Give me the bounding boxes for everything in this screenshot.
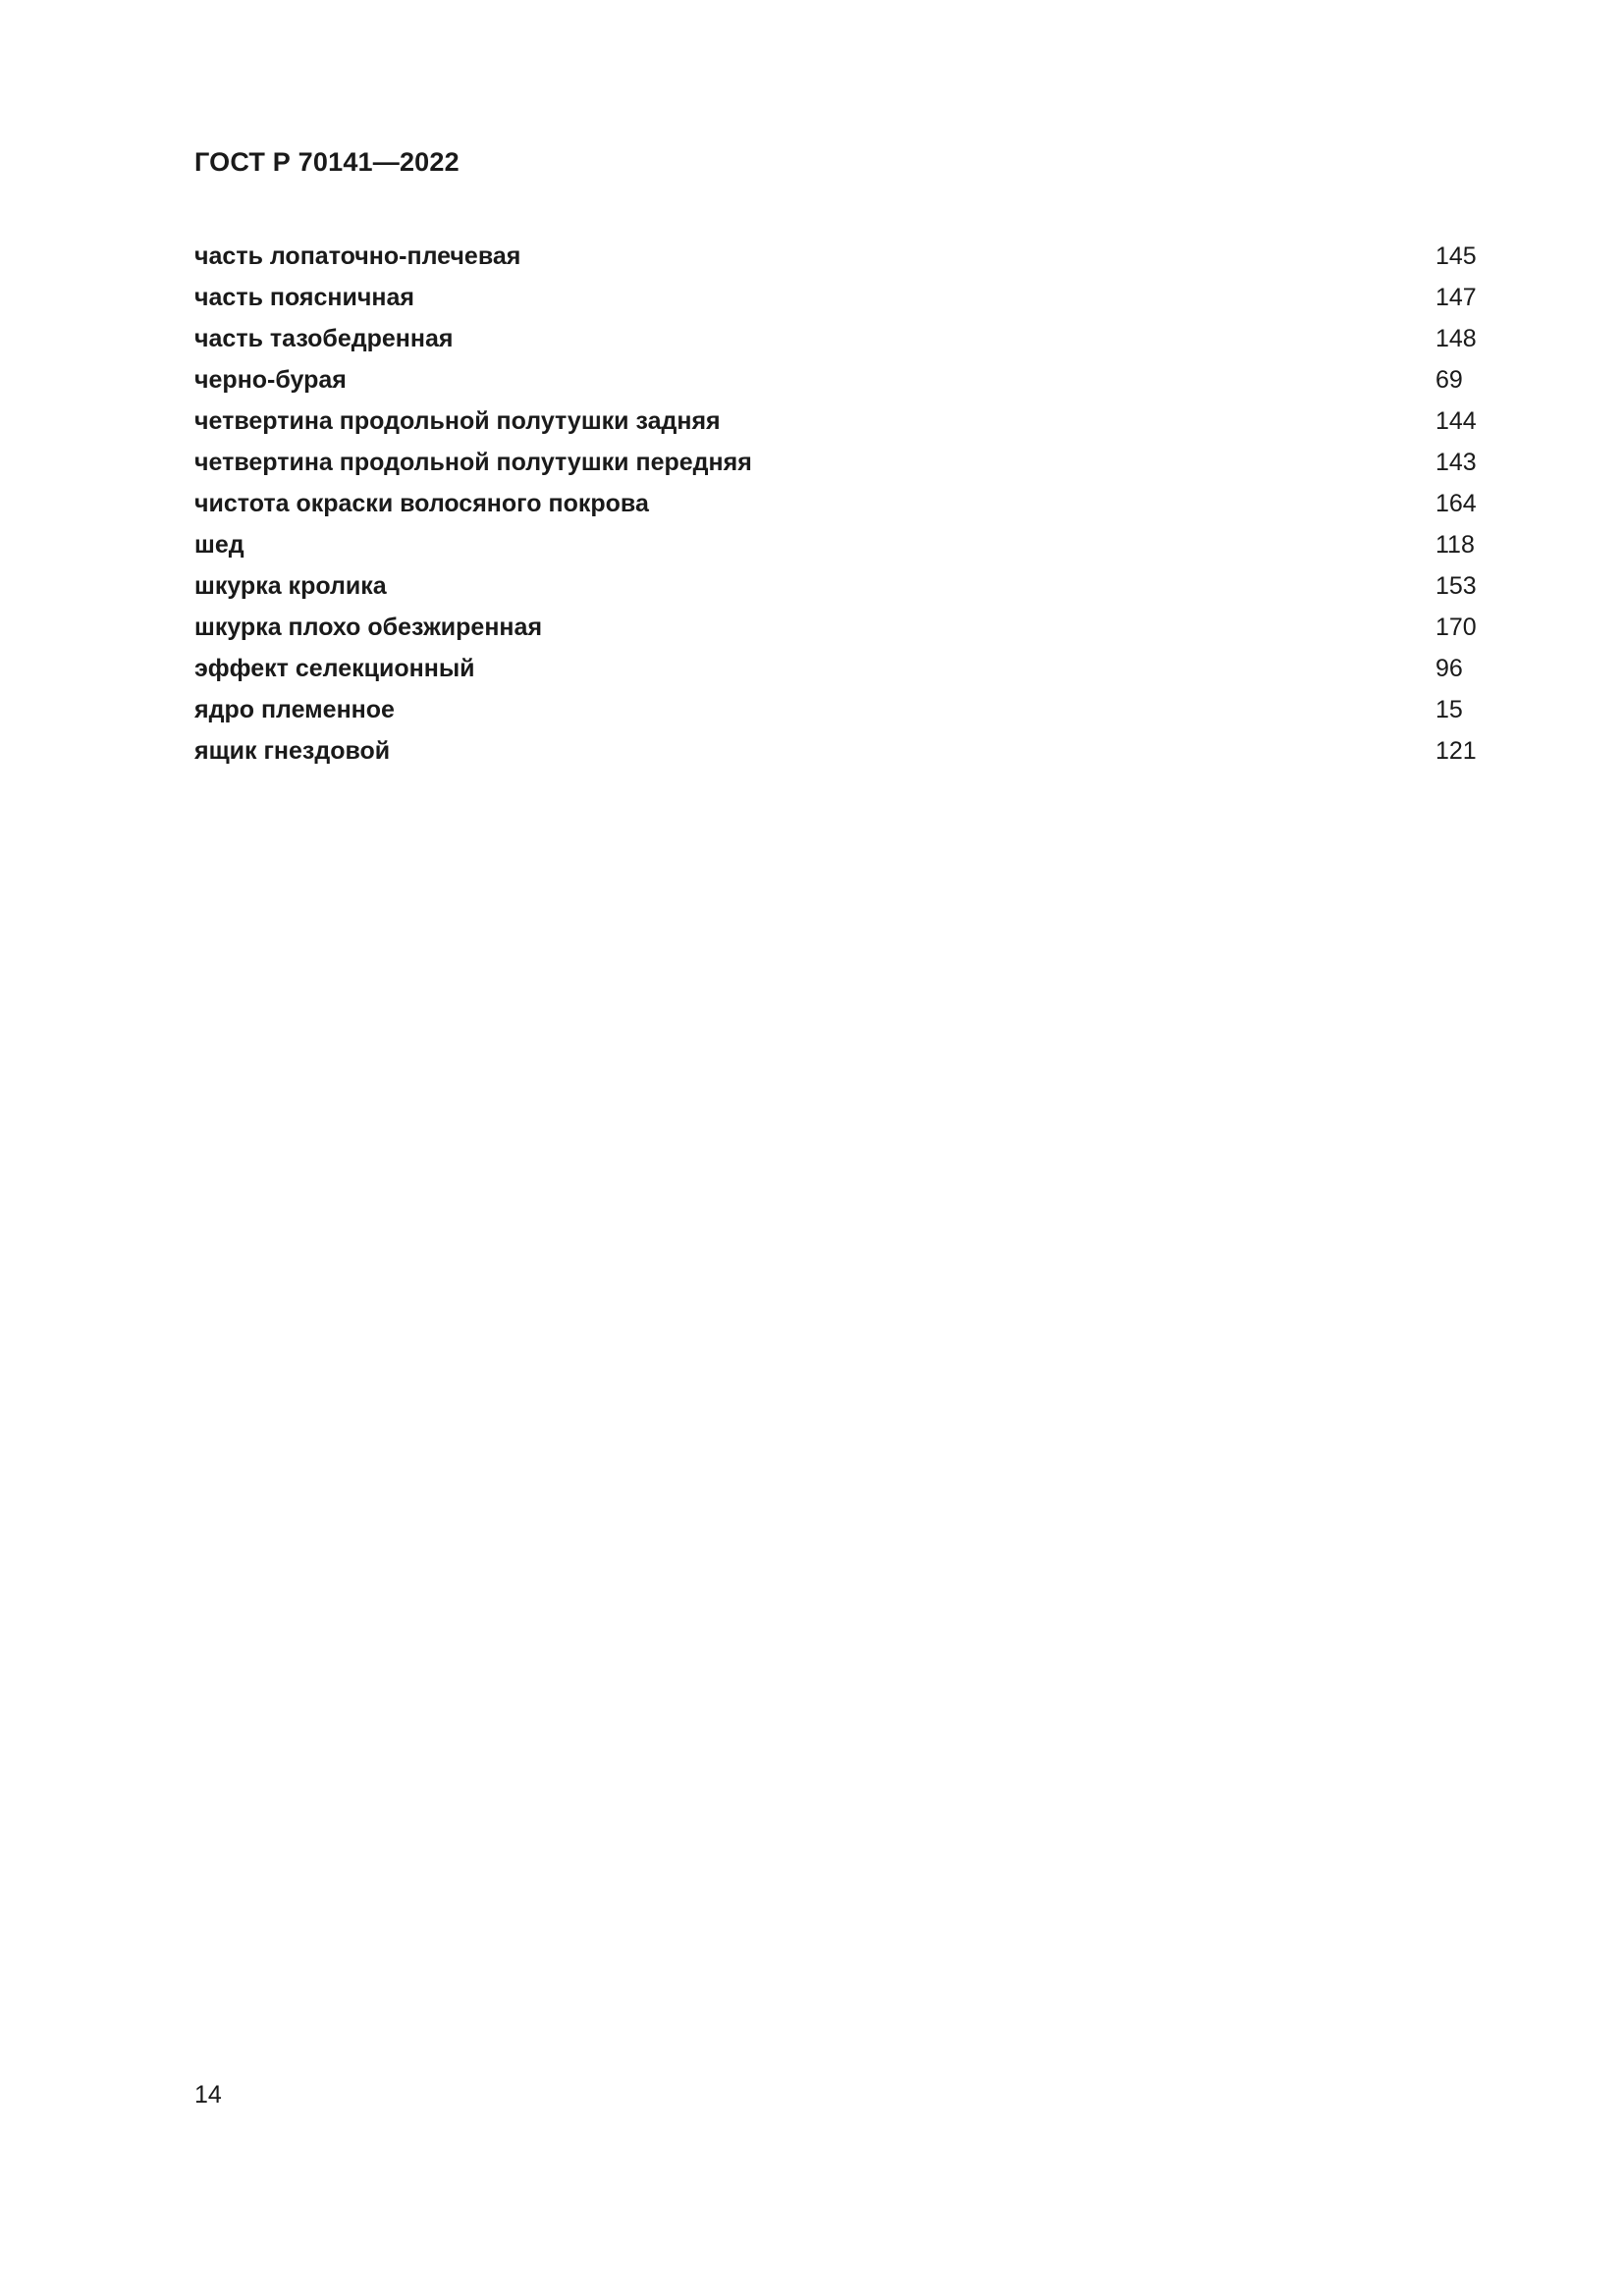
- index-entry: [194, 359, 1477, 400]
- index-entry: [194, 648, 1477, 689]
- index-entry: [194, 689, 1477, 730]
- index-term: ядро племенное: [194, 696, 395, 723]
- index-term: четвертина продольной полутушки передняя: [194, 449, 752, 476]
- page-number: 14: [194, 2081, 222, 2109]
- index-entry: [194, 565, 1477, 607]
- index-page-ref: 170: [1435, 614, 1477, 641]
- index-term: часть тазобедренная: [194, 325, 454, 352]
- index-page-ref: 118: [1435, 531, 1475, 559]
- index-term: шкурка плохо обезжиренная: [194, 614, 543, 641]
- index-entry: [194, 277, 1477, 318]
- index-term: ящик гнездовой: [194, 737, 391, 765]
- index-page-ref: 164: [1435, 490, 1477, 517]
- page-header: ГОСТ Р 70141—2022: [194, 147, 460, 177]
- index-entry: [194, 442, 1477, 483]
- index-page-ref: 121: [1435, 737, 1477, 765]
- index-entry: [194, 400, 1477, 442]
- index-entry: [194, 483, 1477, 524]
- index-term: эффект селекционный: [194, 655, 475, 682]
- index-entry: [194, 730, 1477, 772]
- index-page-ref: 145: [1435, 242, 1477, 270]
- index-entry: [194, 607, 1477, 648]
- index-term: часть лопаточно-плечевая: [194, 242, 521, 270]
- index-term: четвертина продольной полутушки задняя: [194, 407, 721, 435]
- index-page-ref: 143: [1435, 449, 1477, 476]
- index-page-ref: 69: [1435, 366, 1463, 394]
- index-page-ref: 153: [1435, 572, 1477, 600]
- index-entry: [194, 524, 1477, 565]
- index-page-ref: 144: [1435, 407, 1477, 435]
- index-page-ref: 96: [1435, 655, 1463, 682]
- index-term: черно-бурая: [194, 366, 347, 394]
- index-term: чистота окраски волосяного покрова: [194, 490, 649, 517]
- index-page-ref: 15: [1435, 696, 1463, 723]
- index-page-ref: 148: [1435, 325, 1477, 352]
- index-term: часть поясничная: [194, 284, 414, 311]
- alphabetical-index: [194, 236, 1477, 772]
- index-entry: [194, 318, 1477, 359]
- index-entry: [194, 236, 1477, 277]
- index-term: шкурка кролика: [194, 572, 387, 600]
- index-term: шед: [194, 531, 244, 559]
- index-page-ref: 147: [1435, 284, 1477, 311]
